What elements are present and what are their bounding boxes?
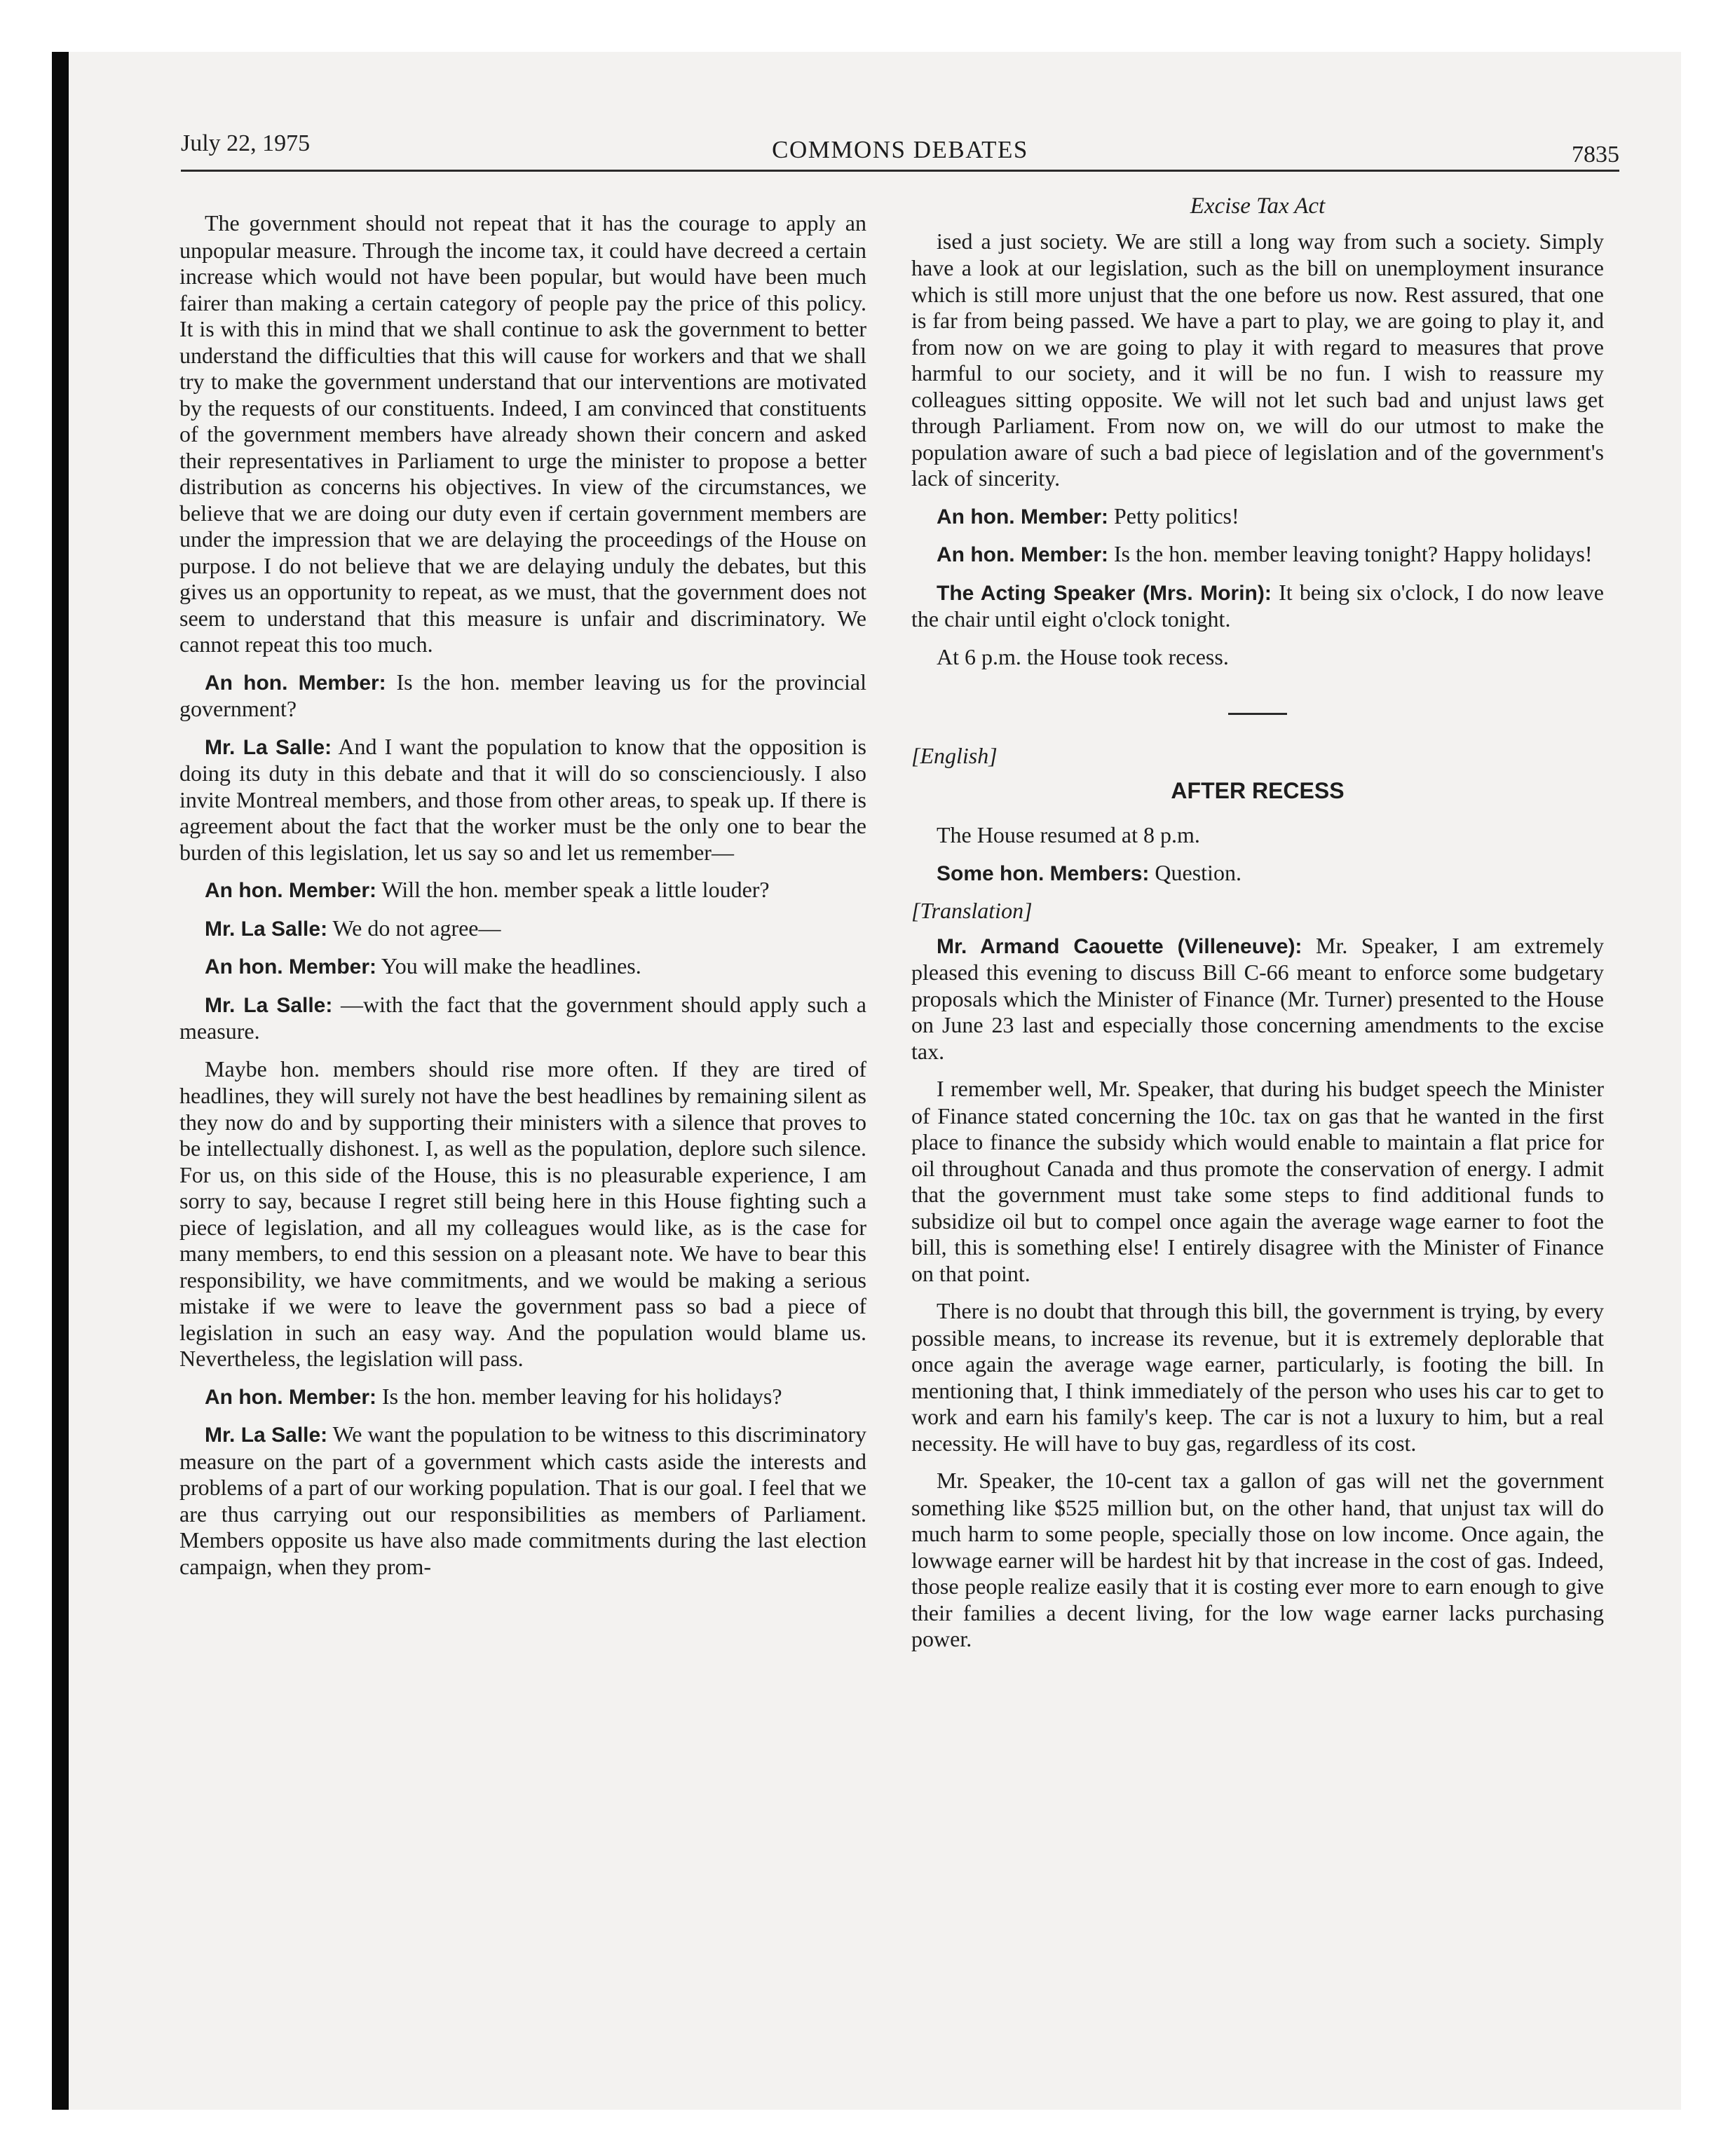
paragraph-text: You will make the headlines. bbox=[381, 953, 641, 978]
header-date: July 22, 1975 bbox=[181, 130, 311, 156]
paragraph-text: There is no doubt that through this bill, the government is trying, by every possible means, to increase its revenue, but it is extremely deplorable that once again the average wage earner, particularly, is footing the bill. In mentioning that, I think immediately of the person who uses his car to get to work and earn his family's keep. The car is not a luxury to him, but a real necessity. He will have to buy gas, regardless of its cost. bbox=[911, 1298, 1604, 1456]
paragraph bbox=[911, 1468, 1604, 1653]
paragraph-text: Petty politics! bbox=[1114, 503, 1239, 528]
speaker-name: An hon. Member: bbox=[205, 879, 376, 902]
paragraph bbox=[911, 822, 1604, 849]
paragraph bbox=[911, 860, 1604, 887]
paragraph bbox=[911, 933, 1604, 1065]
paragraph bbox=[179, 1056, 866, 1372]
page-header bbox=[181, 130, 1619, 172]
speaker-name: Some hon. Members: bbox=[937, 861, 1150, 885]
paragraph bbox=[179, 1384, 866, 1411]
paragraph-text: We want the population to be witness to this discriminatory measure on the part of a government which casts aside the interests and problems of a part of our working population. That is our goal. I feel that we are thus carrying out our responsibilities as members of Parliament. Members opposite us have also made commitments during the last election campaign, when they prom- bbox=[179, 1421, 866, 1579]
right-column bbox=[911, 193, 1604, 1664]
speaker-name: The Acting Speaker (Mrs. Morin): bbox=[937, 581, 1272, 605]
paragraph-text: Is the hon. member leaving tonight? Happy holidays! bbox=[1114, 541, 1593, 566]
speaker-name: An hon. Member: bbox=[205, 671, 386, 695]
paragraph-text: Maybe hon. members should rise more often. If they are tired of headlines, they will surely not have the best headlines by remaining silent as they now do and by supporting their ministers with a silence that proves to be intellectually dishonest. I, as well as the population, deplore such silence. For us, on this side of the House, this is no pleasurable experience, I am sorry to say, because I regret still being here in this House fighting such a piece of legislation, and all my colleagues would like, as is the case for many members, to end this session on a pleasant note. We have to bear this responsibility, we have commitments, and we would be making a serious mistake if we were to leave the government pass so bad a piece of legislation in such an easy way. And the population would blame us. Nevertheless, the legislation will pass. bbox=[179, 1056, 866, 1371]
speaker-name: An hon. Member: bbox=[937, 505, 1108, 528]
speaker-name: Mr. La Salle: bbox=[205, 993, 333, 1017]
paragraph-text: Mr. Speaker, I am extremely pleased this evening to discuss Bill C-66 meant to enforce some budgetary proposals which the Minister of Finance (Mr. Turner) presented to the House on June 23 last and especially those concerning amendments to the excise tax. bbox=[911, 932, 1604, 1064]
paragraph bbox=[179, 1421, 866, 1580]
paragraph-text: Mr. Speaker, the 10-cent tax a gallon of gas will net the government something like $525 million but, on the other hand, that unjust tax will do much harm to some people, specially those on low income. Once again, the lowwage earner will be hardest hit by that increase in the cost of gas. Indeed, those people realize easily that it is costing ever more to earn enough to give their families a decent living, for the low wage earner lacks purchasing power. bbox=[911, 1468, 1604, 1651]
paragraph-text: And I want the population to know that the opposition is doing its duty in this debate and that it will do so conscienciously. I also invite Montreal members, and those from other areas, to speak up. If there is agreement about the fact that the worker must be the only one to bear the burden of this legislation, let us say so and let us remember— bbox=[179, 733, 866, 865]
scan-edge-bar bbox=[52, 52, 69, 2110]
paragraph-text: At 6 p.m. the House took recess. bbox=[937, 643, 1229, 669]
paragraph bbox=[911, 503, 1604, 531]
paragraph-text: Question. bbox=[1155, 859, 1241, 885]
section-divider bbox=[1228, 713, 1287, 715]
paragraph bbox=[911, 580, 1604, 633]
language-marker-translation: [Translation] bbox=[911, 898, 1033, 923]
paragraph-text: Is the hon. member leaving for his holidays? bbox=[382, 1383, 782, 1409]
paragraph-text: The government should not repeat that it has the courage to apply an unpopular measure. Through the income tax, it could have decreed a certain increase which would not have been popular, but would have been much fairer than making a certain category of people pay the price of this policy. It is with this in mind that we shall continue to ask the government to better understand the difficulties that this will cause for workers and that we shall try to make the government understand that our interventions are motivated by the requests of our constituents. Indeed, I am convinced that constituents of the government members have already shown their concern and asked their representatives in Parliament to urge the minister to propose a better distribution as concerns his objectives. In view of the circumstances, we believe that we are doing our duty even if certain government members are under the impression that we are delaying the proceedings of the House on purpose. I do not believe that we are delaying unduly the debates, but this gives us an opportunity to repeat, as we must, that the government does not seem to understand that this measure is unfair and discriminatory. We cannot repeat this too much. bbox=[179, 210, 866, 657]
language-marker-english: [English] bbox=[911, 743, 998, 768]
speaker-name: Mr. La Salle: bbox=[205, 1424, 328, 1447]
speaker-name: Mr. La Salle: bbox=[205, 735, 332, 759]
speaker-name: An hon. Member: bbox=[205, 955, 376, 978]
paragraph bbox=[911, 644, 1604, 671]
paragraph-text: The House resumed at 8 p.m. bbox=[937, 822, 1200, 847]
page-number: 7835 bbox=[1572, 142, 1619, 168]
header-title: COMMONS DEBATES bbox=[772, 136, 1028, 163]
paragraph bbox=[179, 669, 866, 723]
paragraph bbox=[911, 1298, 1604, 1456]
paragraph-text: —with the fact that the government should apply such a measure. bbox=[179, 991, 866, 1044]
speaker-name: An hon. Member: bbox=[205, 1385, 376, 1409]
paragraph bbox=[179, 734, 866, 866]
paragraph bbox=[179, 915, 866, 943]
paragraph-text: Is the hon. member leaving us for the provincial government? bbox=[179, 669, 867, 721]
paragraph bbox=[911, 1076, 1604, 1287]
paragraph bbox=[179, 877, 866, 904]
paragraph-text: ised a just society. We are still a long way from such a society. Simply have a look at our legislation, such as the bill on unemployment insurance which is still more unjust that the one before us now. Rest assured, that one is far from being passed. We have a part to play, we are going to play it, and from now on we are going to play it with regard to measures that prove harmful to our society, and it will be no fun. I wish to reassure my colleagues sitting opposite. We will not let such bad and unjust laws get through Parliament. From now on, we will do our utmost to make the population aware of such a bad piece of legislation and of the government's lack of sincerity. bbox=[911, 228, 1604, 491]
speaker-name: Mr. La Salle: bbox=[205, 917, 328, 941]
speaker-name: An hon. Member: bbox=[937, 543, 1108, 566]
section-heading: AFTER RECESS bbox=[1171, 777, 1345, 803]
paragraph bbox=[179, 953, 866, 981]
paragraph bbox=[179, 992, 866, 1045]
running-head: Excise Tax Act bbox=[1190, 193, 1326, 219]
speaker-name: Mr. Armand Caouette (Villeneuve): bbox=[937, 934, 1302, 958]
paragraph-text: It being six o'clock, I do now leave the chair until eight o'clock tonight. bbox=[911, 579, 1605, 632]
paragraph bbox=[911, 228, 1604, 492]
paragraph-text: Will the hon. member speak a little louder? bbox=[381, 877, 770, 902]
paragraph-text: We do not agree— bbox=[332, 915, 501, 941]
paragraph-text: I remember well, Mr. Speaker, that during his budget speech the Minister of Finance stated concerning the 10c. tax on gas that he wanted in the first place to finance the subsidy which would enable to maintain a flat price for oil throughout Canada and thus promote the conservation of energy. I admit that the government must take some steps to find additional funds to subsidize oil but to compel once again the average wage earner to foot the bill, this is something else! I entirely disagree with the Minister of Finance on that point. bbox=[911, 1076, 1604, 1286]
paragraph bbox=[179, 210, 866, 658]
left-column bbox=[179, 210, 866, 1591]
paragraph bbox=[911, 541, 1604, 568]
